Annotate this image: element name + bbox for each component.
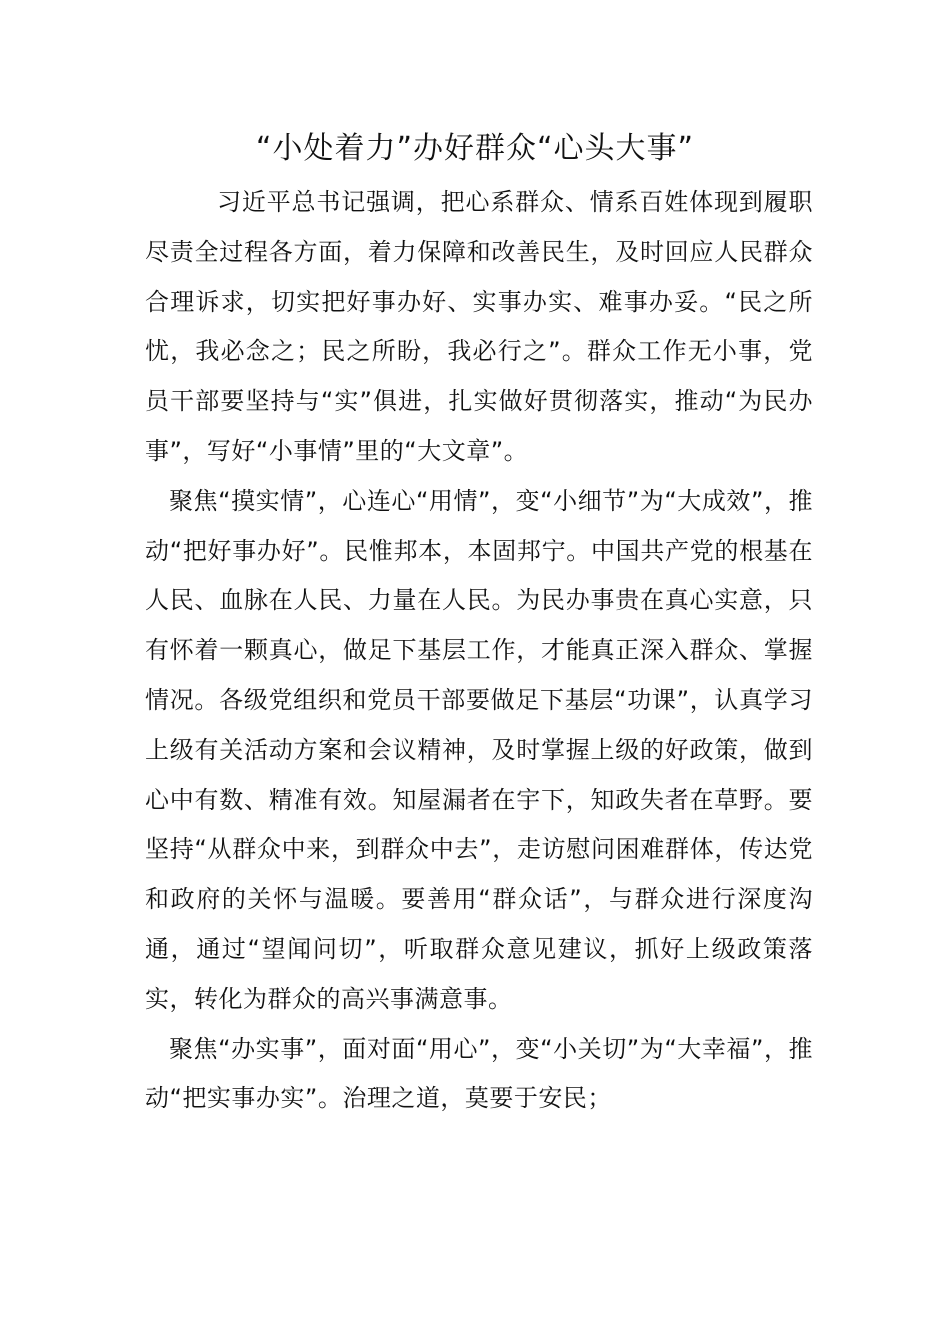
paragraph-2: 聚焦“摸实情”，心连心“用情”，变“小细节”为“大成效”，推动“把好事办好”。民惟邦本，本固邦宁。中国共产党的根基在人民、血脉在人民、力量在人民。为民办事贵在真心实意，只有怀着一颗真心，做足下基层工作，才能真正深入群众、掌握情况。各级党组织和党员干部要做足下基层“功课”，认真学习上级有关活动方案和会议精神，及时掌握上级的好政策，做到心中有数、精准有效。知屋漏者在宇下，知政失者在草野。要坚持“从群众中来，到群众中去”，走访慰问困难群体，传达党和政府的关怀与温暖。要善用“群众话”，与群众进行深度沟通，通过“望闻问切”，听取群众意见建议，抓好上级政策落实，转化为群众的高兴事满意事。 (145, 486, 813, 1013)
document-body (145, 178, 813, 1124)
document-title: “小处着力”办好群众“心头大事” (255, 131, 695, 166)
paragraph-1: 习近平总书记强调，把心系群众、情系百姓体现到履职尽责全过程各方面，着力保障和改善民生，及时回应人民群众合理诉求，切实把好事办好、实事办实、难事办妥。“民之所忧，我必念之；民之所盼，我必行之”。群众工作无小事，党员干部要坚持与“实”俱进，扎实做好贯彻落实，推动“为民办事”，写好“小事情”里的“大文章”。 (145, 188, 813, 465)
paragraph-3: 聚焦“办实事”，面对面“用心”，变“小关切”为“大幸福”，推动“把实事办实”。治理之道，莫要于安民； (145, 1034, 813, 1113)
